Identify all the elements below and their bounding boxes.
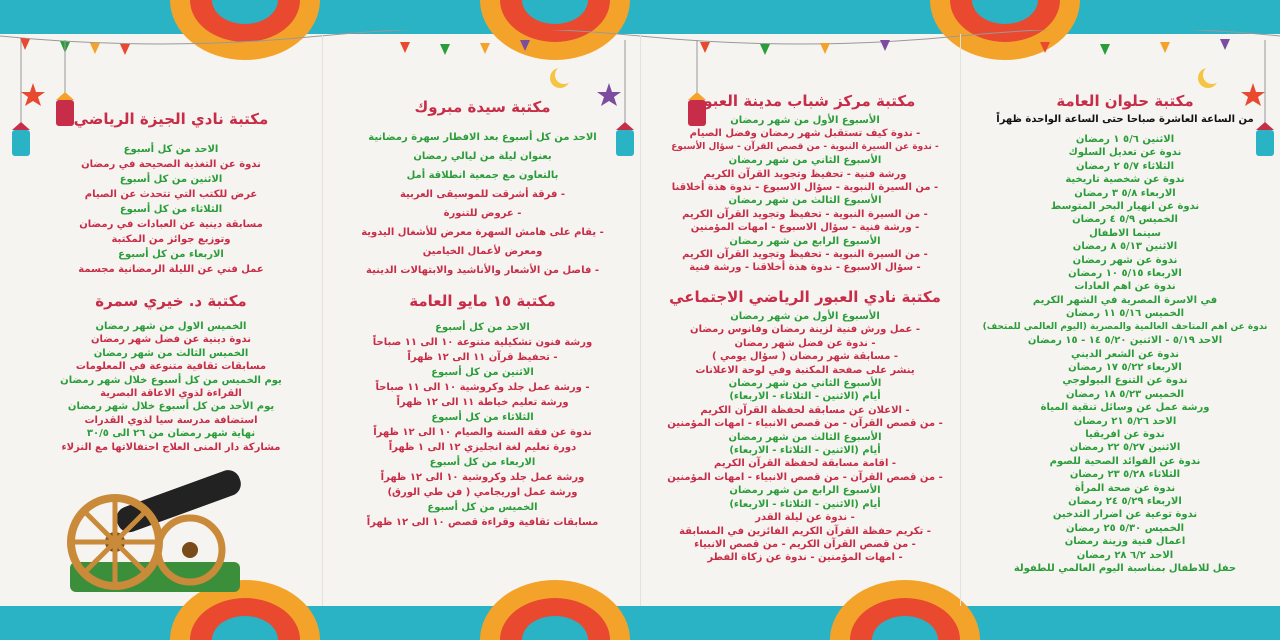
list-item: ندوة عن التغذية الصحيحة في رمضان <box>81 159 261 170</box>
list-item: - من السيرة النبوية - تحفيظ وتجويد القرآن الكريم <box>682 249 928 261</box>
list-item: مشاركة دار المنى العلاج احتفالاتها مع النزلاء <box>61 441 281 453</box>
list-item: - من قصص القرآن - من قصص الانبياء - امهات المؤمنين <box>667 418 943 430</box>
schedule-list <box>660 310 950 565</box>
list-item: - من قصص القرآن الكريم - من قصص الانبياء <box>694 538 916 550</box>
list-item: سينما الاطفال <box>1089 227 1161 239</box>
list-item: عرض للكتب التي تتحدث عن الصيام <box>84 189 258 200</box>
crescent-moon-right-icon <box>1196 66 1220 90</box>
list-item: ندوة عن الفوائد الصحية للصوم <box>1049 455 1201 467</box>
list-item: ينشر على صفحة المكتبة وفي لوحة الاعلانات <box>695 364 915 376</box>
list-item: وتوزيع جوائز من المكتبة <box>111 234 231 245</box>
mandala-ornament-bottom-right-icon <box>830 580 980 640</box>
list-item: الأسبوع الرابع من شهر رمضان <box>729 235 881 247</box>
list-item: - ندوة عن ليلة القدر <box>755 512 855 524</box>
list-item: - من السيرة النبوية - تحفيظ وتجويد القرآن الكريم <box>682 208 928 220</box>
list-item: - من قصص القرآن - من قصص الانبياء - امهات المؤمنين <box>667 471 943 483</box>
khairy-samra-library-section <box>40 292 302 454</box>
sayeda-mabrouk-library-section <box>335 98 630 280</box>
list-item: الاربعاء ٥/٢٢ ١٧ رمضان <box>1068 361 1182 373</box>
list-item: - تكريم حفظة القرآن الكريم الفائزين في المسابقة <box>679 525 931 537</box>
crescent-moon-icon <box>548 66 572 90</box>
list-item: الأسبوع الثاني من شهر رمضان <box>728 155 882 167</box>
list-item: - ندوة عن فضل شهر رمضان <box>734 337 876 349</box>
list-item: - الاعلان عن مسابقة لحفظة القرآن الكريم <box>700 404 910 416</box>
list-item: - فاصل من الأشعار والأناشيد والابتهالات الدينية <box>366 265 599 276</box>
list-item: الاربعاء من كل أسبوع <box>429 457 536 468</box>
list-item: ندوة عن التنوع البيولوجي <box>1062 375 1188 387</box>
section-title: مكتبة حلوان العامة <box>1056 92 1194 110</box>
list-item: الاثنين ٥/٦ ١ رمضان <box>1075 134 1175 145</box>
list-item: الأسبوع الأول من شهر رمضان <box>730 311 880 322</box>
list-item: - عروض للتنورة <box>443 208 522 219</box>
list-item: الاربعاء ٥/١٥ ١٠ رمضان <box>1068 268 1182 280</box>
schedule-list <box>335 320 630 530</box>
list-item: - عمل ورش فنية لزينة رمضان وفانوس رمضان <box>690 324 920 336</box>
list-item: الأسبوع الأول من شهر رمضان <box>730 115 880 126</box>
list-item: ندوة عن افريقيا <box>1085 428 1165 440</box>
list-item: الاثنين ٥/١٣ ٨ رمضان <box>1072 241 1178 253</box>
list-item: الأسبوع الثالث من شهر رمضان <box>728 195 882 207</box>
schedule-list <box>40 142 302 277</box>
list-item: - من السيرة النبوية - سؤال الاسبوع - ندوة هذة أخلاقنا <box>671 182 939 194</box>
list-item: ندوة عن صحة المرأة <box>1074 482 1176 494</box>
list-item: الاربعاء ٥/٢٩ ٢٤ رمضان <box>1068 495 1182 507</box>
list-item: - مسابقة شهر رمضان ( سؤال يومي ) <box>711 351 899 363</box>
list-item: الثلاثاء من كل أسبوع <box>431 412 534 423</box>
list-item: بعنوان ليلة من ليالي رمضان <box>413 151 552 162</box>
list-item: الاثنين ٥/٢٧ ٢٢ رمضان <box>1069 442 1181 454</box>
panel-fold-2 <box>640 34 641 606</box>
schedule-list <box>335 128 630 280</box>
mandala-ornament-bottom-center-icon <box>480 580 630 640</box>
list-item: الخميس ٥/٣٠ ٢٥ رمضان <box>1065 522 1185 534</box>
panel-fold-1 <box>322 34 323 606</box>
list-item: الأسبوع الرابع من شهر رمضان <box>729 485 881 497</box>
list-item: الاحد ٦/٢ ٢٨ رمضان <box>1076 549 1174 561</box>
panel-fold-3 <box>960 34 961 606</box>
list-item: الخميس ٥/١٦ ١١ رمضان <box>1065 308 1185 320</box>
list-item: نهاية شهر رمضان من ٢٦ الى ٣٠/٥ <box>86 428 256 440</box>
list-item: - فرقة أشرقت للموسيقى العربية <box>399 189 566 200</box>
ramadan-cannon-icon <box>60 470 250 598</box>
list-item: مسابقات ثقافية متنوعة في المعلومات <box>75 361 267 373</box>
list-item: الأسبوع الثاني من شهر رمضان <box>728 378 882 390</box>
list-item: الاحد من كل أسبوع بعد الافطار سهرة رمضانية <box>368 132 597 143</box>
list-item: يوم الخميس من كل أسبوع خلال شهر رمضان <box>60 374 282 386</box>
list-item: الأسبوع الثالث من شهر رمضان <box>728 431 882 443</box>
list-item: ورشة عمل عن وسائل تنقية المياة <box>1040 402 1210 414</box>
section-subtitle: من الساعة العاشرة صباحا حتى الساعة الواحدة ظهراً <box>996 114 1254 125</box>
list-item: - يقام على هامش السهرة معرض للأشغال اليدوية <box>361 227 604 238</box>
section-title: مكتبة ١٥ مايو العامة <box>409 292 556 310</box>
list-item: اعمال فنية وزينة رمضان <box>1064 536 1186 548</box>
list-item: - سؤال الاسبوع - ندوة هذة أخلاقنا - ورشة فنية <box>689 262 921 274</box>
list-item: ورشة عمل جلد وكروشية ١٠ الى ١٢ ظهراً <box>380 472 585 483</box>
list-item: أيام (الاثنين - الثلاثاء - الاربعاء) <box>729 391 881 403</box>
list-item: الخميس الاول من شهر رمضان <box>95 321 247 332</box>
list-item: - امهات المؤمنين - ندوة عن زكاة الفطر <box>707 552 903 564</box>
list-item: - ندوة عن السيرة النبوية - من قصص القرآن - سؤال الأسبوع <box>671 141 939 152</box>
section-title: مكتبة مركز شباب مدينة العبور <box>694 92 916 110</box>
list-item: الخميس الثالث من شهر رمضان <box>93 347 249 359</box>
list-item: ورشة عمل اوريجامي ( فن طي الورق) <box>387 487 578 498</box>
list-item: في الاسرة المصرية في الشهر الكريم <box>1032 294 1218 306</box>
list-item: الاحد من كل أسبوع <box>123 144 219 155</box>
list-item: - ندوة كيف تستقبل شهر رمضان وفضل الصيام <box>689 128 921 140</box>
list-item: دورة تعليم لغة انجليزي ١٢ الى ١ ظهراً <box>388 442 577 453</box>
list-item: بالتعاون مع جمعية انطلاقة أمل <box>406 170 559 181</box>
list-item: - اقامة مسابقة لحفظة القرآن الكريم <box>713 458 897 470</box>
list-item: ندوة عن شخصية تاريخية <box>1065 174 1185 186</box>
list-item: الثلاثاء ٥/٧ ٢ رمضان <box>1076 160 1174 172</box>
list-item: الثلاثاء من كل أسبوع <box>119 204 223 215</box>
list-item: ندوة عن اهم المتاحف العالمية والمصرية (اليوم العالمي للمتحف) <box>982 321 1268 332</box>
list-item: الاحد من كل أسبوع <box>435 322 530 333</box>
list-item: عمل فني عن الليلة الرمضانية مجسمة <box>78 264 264 275</box>
list-item: ندوة عن الشعر الديني <box>1070 348 1180 360</box>
list-item: ورشة تعليم خياطة ١١ الى ١٢ ظهراً <box>396 397 569 408</box>
list-item: ورشة فنية - تحفيظ وتجويد القرآن الكريم <box>703 168 907 180</box>
giza-club-library-section <box>40 110 302 277</box>
list-item: الخميس من كل أسبوع <box>427 502 538 513</box>
list-item: ندوة دينية عن فضل شهر رمضان <box>90 334 252 346</box>
list-item: القراءة لذوي الاعاقة البصرية <box>100 388 242 400</box>
list-item: أيام (الاثنين - الثلاثاء - الاربعاء) <box>729 498 881 510</box>
list-item: ندوة عن تعديل السلوك <box>1068 147 1182 159</box>
list-item: مسابقات ثقافية وقراءة قصص ١٠ الى ١٢ ظهراً <box>366 517 599 528</box>
list-item: استضافة مدرسة سيا لذوي القدرات <box>84 414 258 426</box>
list-item: الاثنين من كل أسبوع <box>119 174 223 185</box>
list-item: - ورشة عمل جلد وكروشية ١٠ الى ١١ صباحاً <box>375 382 590 393</box>
schedule-list <box>980 133 1270 575</box>
obour-youth-library-section <box>660 92 950 275</box>
section-title: مكتبة نادي العبور الرياضي الاجتماعي <box>669 288 941 306</box>
list-item: الخميس ٥/٢٣ ١٨ رمضان <box>1065 388 1185 400</box>
helwan-library-section <box>980 92 1270 575</box>
section-title: مكتبة د. خيري سمرة <box>95 292 247 310</box>
star-ornament-icon <box>20 82 46 108</box>
list-item: الاربعاء من كل أسبوع <box>118 249 224 260</box>
list-item: الثلاثاء ٥/٢٨ ٢٣ رمضان <box>1069 469 1181 481</box>
list-item: حفل للاطفال بمناسبة اليوم العالمي للطفولة <box>1013 563 1237 574</box>
list-item: الاحد ٥/٢٦ ٢١ رمضان <box>1073 415 1177 427</box>
may15-library-section <box>335 292 630 530</box>
list-item: ندوة توعية عن اضرار التدخين <box>1052 509 1198 521</box>
list-item: يوم الأحد من كل أسبوع خلال شهر رمضان <box>67 401 275 413</box>
list-item: الاثنين من كل أسبوع <box>431 367 534 378</box>
list-item: - ورشة فنية - سؤال الاسبوع - امهات المؤمنين <box>690 222 920 234</box>
list-item: الخميس ٥/٩ ٤ رمضان <box>1072 214 1178 226</box>
list-item: أيام (الاثنين - الثلاثاء - الاربعاء) <box>729 445 881 457</box>
schedule-list <box>40 320 302 454</box>
section-title: مكتبة نادي الجيزة الرياضي <box>73 110 269 128</box>
list-item: الاحد ٥/١٩ - الاثنين ٥/٢٠ ١٤ - ١٥ رمضان <box>1027 335 1223 347</box>
list-item: ندوة عن فقة السنة والصيام ١٠ الى ١٢ ظهراً <box>373 427 592 438</box>
schedule-list <box>660 114 950 275</box>
section-title: مكتبة سيدة مبروك <box>414 98 551 116</box>
list-item: ندوة عن انهيار البحر المتوسط <box>1050 201 1200 213</box>
list-item: ندوة عن شهر رمضان <box>1072 254 1178 266</box>
list-item: ندوة عن اهم العادات <box>1074 281 1176 293</box>
list-item: ومعرض لأعمال الخيامين <box>422 246 543 257</box>
obour-club-library-section <box>660 288 950 565</box>
list-item: ورشة فنون تشكيلية متنوعة ١٠ الى ١١ صباحاً <box>372 337 593 348</box>
list-item: الاربعاء ٥/٨ ٣ رمضان <box>1074 187 1176 199</box>
list-item: - تحفيظ قرآن ١١ الى ١٢ ظهراً <box>407 352 558 363</box>
list-item: مسابقة دينية عن العبادات في رمضان <box>79 219 263 230</box>
